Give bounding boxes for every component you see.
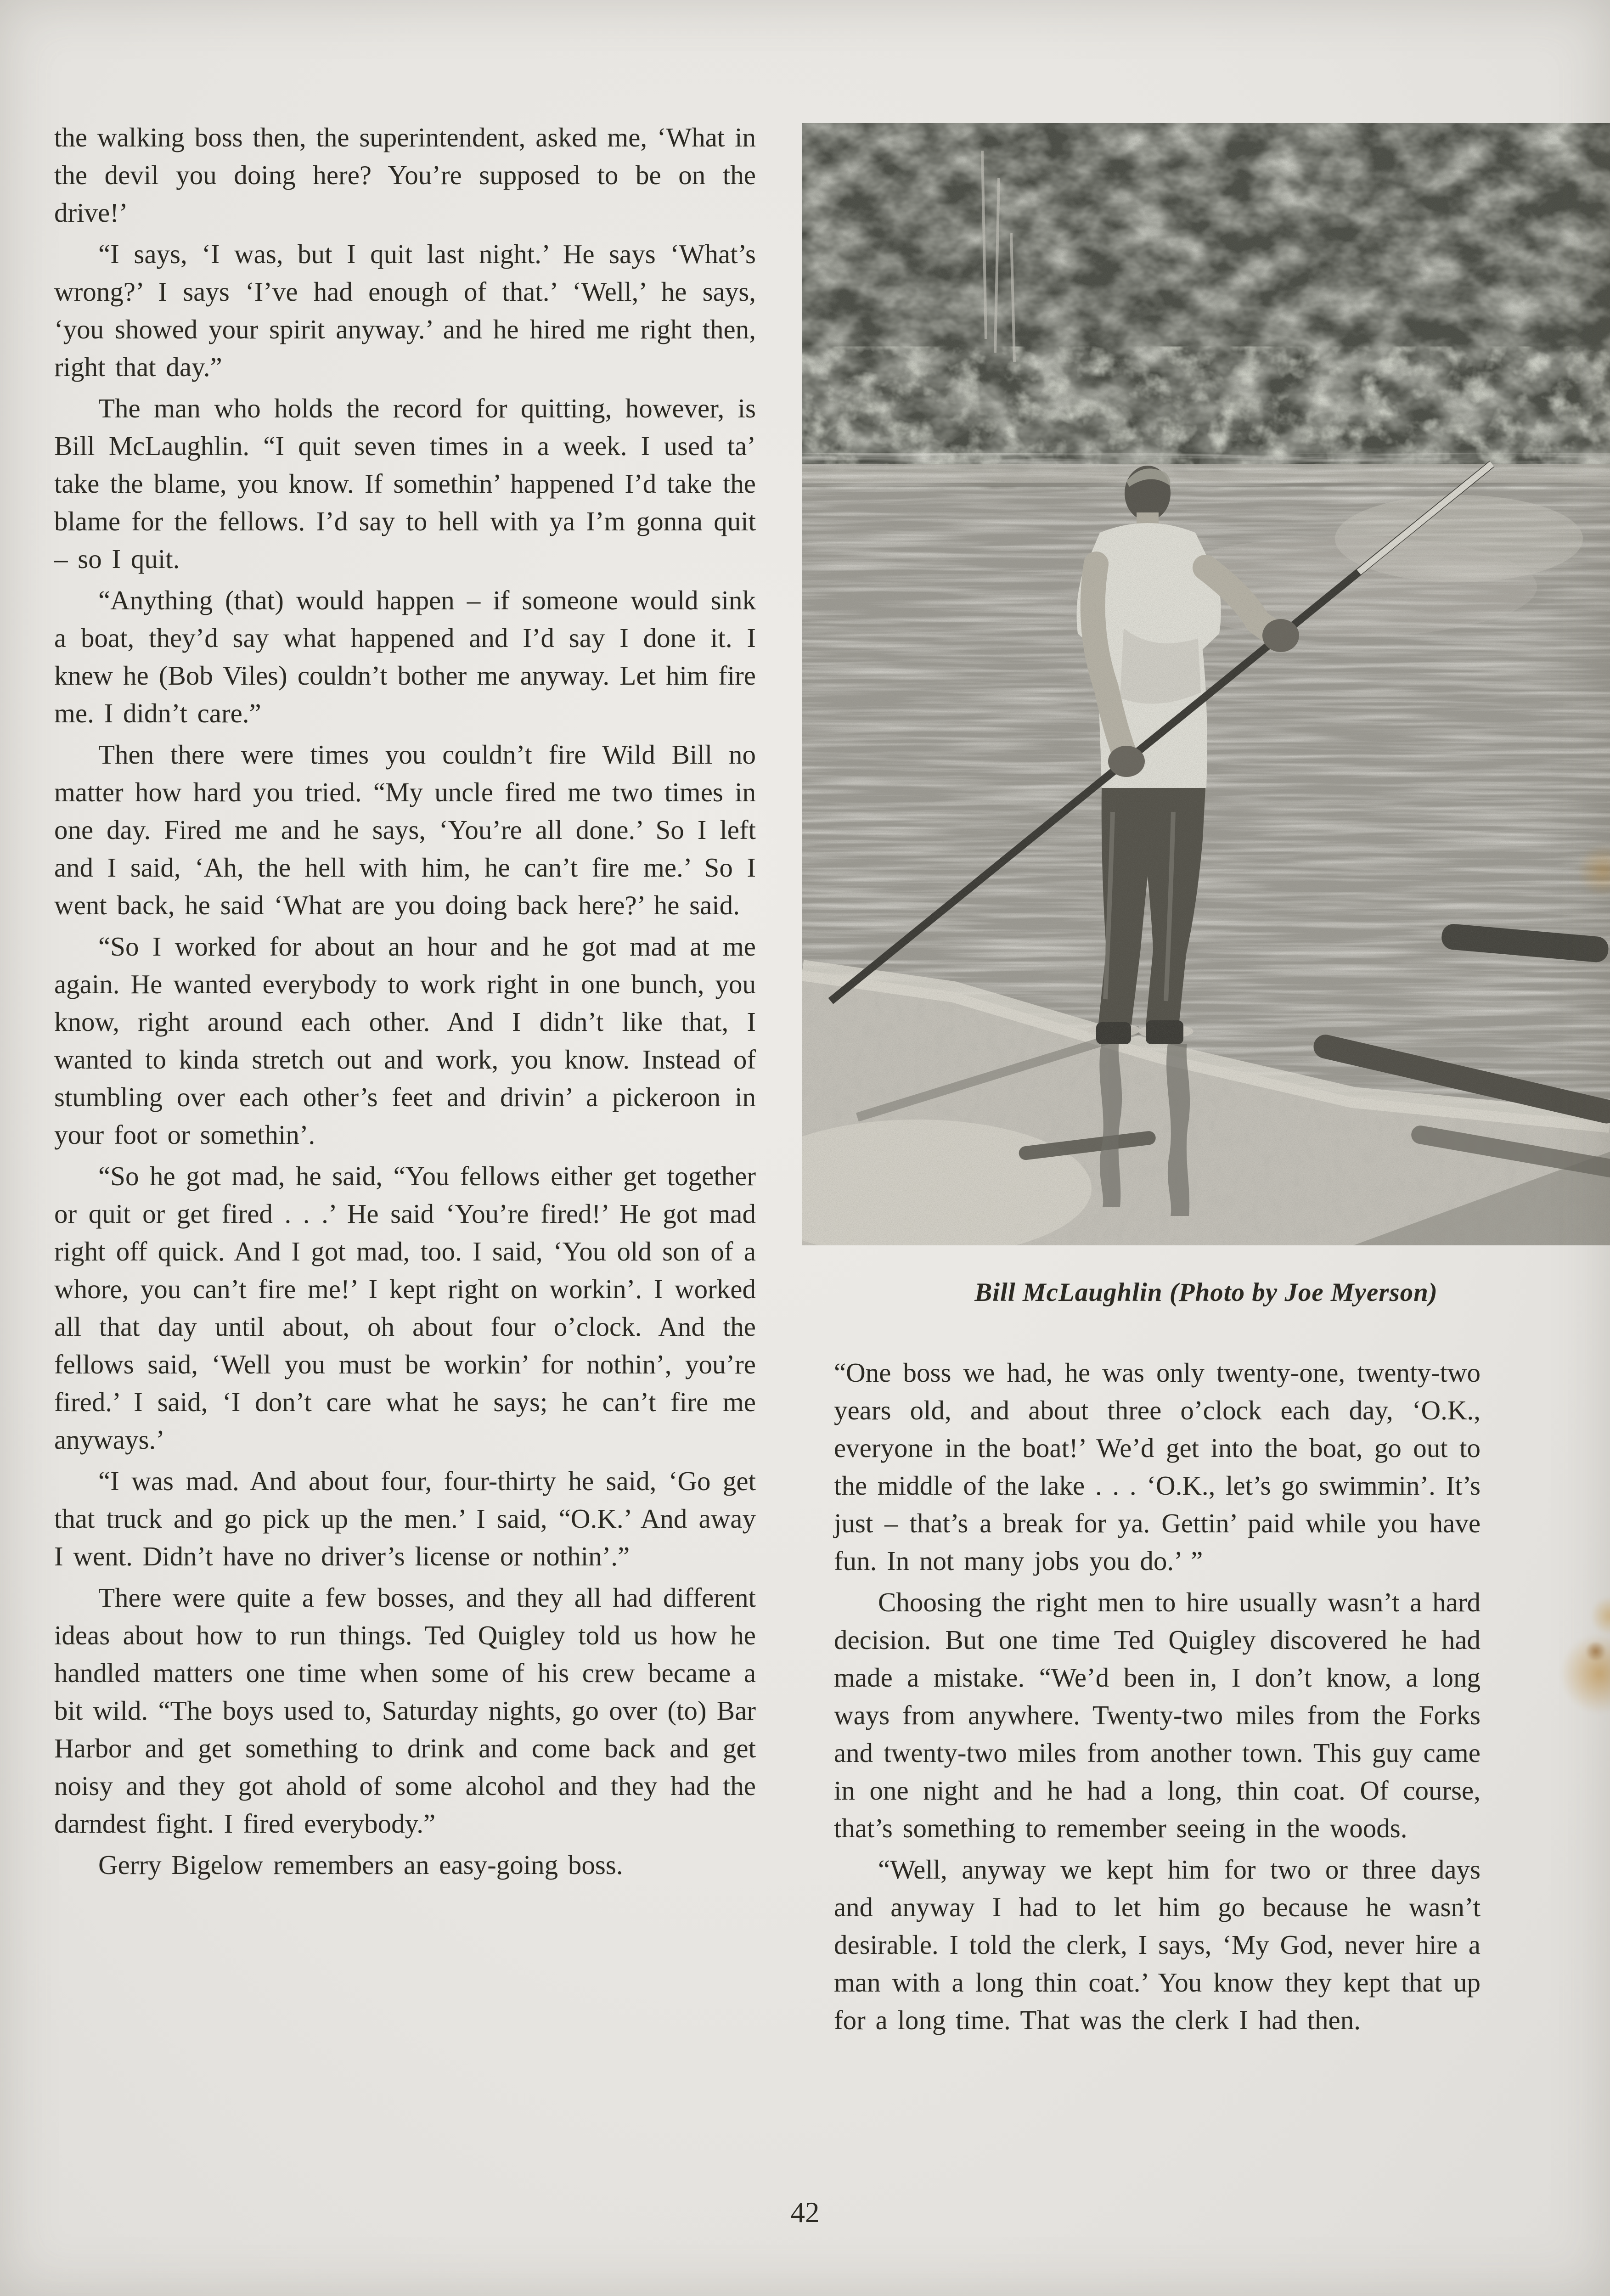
paragraph: “I says, ‘I was, but I quit last night.’ He says ‘What’s wrong?’ I says ‘I’ve had enough of that.’ ‘Well,’ he says, ‘you showed your spirit anyway.’ and he hired me right then, right that day.” xyxy=(54,239,756,382)
paragraph: “Anything (that) would happen – if someone would sink a boat, they’d say what happened and I’d say I done it. I knew he (Bob Viles) couldn’t bother me anyway. Let him fire me. I didn’t care.” xyxy=(54,585,756,728)
foxing-stain xyxy=(1560,1633,1610,1715)
page-number: 42 xyxy=(790,2196,820,2228)
paragraph: The man who holds the record for quitting, however, is Bill McLaughlin. “I quit seven times in a week. I used ta’ take the blame, you know. If somethin’ happened I’d take the blame for the fellows. I’d say to hell with ya I’m gonna quit – so I quit. xyxy=(54,393,756,574)
foxing-stain-core xyxy=(1585,1642,1606,1660)
left-column xyxy=(54,118,756,1887)
paragraph: “One boss we had, he was only twenty-one, twenty-two years old, and about three o’clock each day, ‘O.K., everyone in the boat!’ We’d get into the boat, go out to the middle of the lake . . . ‘O.K., let’s go swimmin’. It’s just – that’s a break for ya. Gettin’ paid while you have fun. In not many jobs you do.’ ” xyxy=(834,1357,1481,1576)
paragraph: There were quite a few bosses, and they all had different ideas about how to run things. Ted Quigley told us how he handled matters one time when some of his crew became a bit wild. “The boys used to, Saturday nights, go over (to) Bar Harbor and get something to drink and come back and get noisy and they got ahold of some alcohol and they had the darndest fight. I fired everybody.” xyxy=(54,1582,756,1839)
photo-bill-mclaughlin xyxy=(802,123,1610,1245)
paragraph: “Well, anyway we kept him for two or three days and anyway I had to let him go because he wasn’t desirable. I told the clerk, I says, ‘My God, never hire a man with a long thin coat.’ You know they kept that up for a long time. That was the clerk I had then. xyxy=(834,1854,1481,2035)
photo-caption: Bill McLaughlin (Photo by Joe Myerson) xyxy=(974,1278,1438,1307)
paragraph: “So I worked for about an hour and he got mad at me again. He wanted everybody to work right in one bunch, you know, right around each other. And I didn’t like that, I wanted to kinda stretch out and work, you know. Instead of stumbling over each other’s feet and drivin’ a pickeroon in your foot or somethin’. xyxy=(54,931,756,1150)
paragraph: Gerry Bigelow remembers an easy-going boss. xyxy=(98,1850,623,1880)
paragraph: the walking boss then, the superintendent, asked me, ‘What in the devil you doing here? You’re supposed to be on the drive!’ xyxy=(54,122,756,228)
photo-scene xyxy=(802,123,1610,1245)
right-column xyxy=(834,1354,1481,2043)
paragraph: “I was mad. And about four, four-thirty he said, ‘Go get that truck and go pick up the men.’ I said, “O.K.’ And away I went. Didn’t have no driver’s license or nothin’.” xyxy=(54,1466,756,1571)
paragraph: Choosing the right men to hire usually wasn’t a hard decision. But one time Ted Quigley discovered he had made a mistake. “We’d been in, I don’t know, a long ways from anywhere. Twenty-two miles from the Forks and twenty-two miles from another town. This guy came in one night and he had a long, thin coat. Of course, that’s something to remember seeing in the woods. xyxy=(834,1587,1481,1843)
paragraph: “So he got mad, he said, “You fellows either get together or quit or get fired . . .’ He said ‘You’re fired!’ He got mad right off quick. And I got mad, too. I said, ‘You old son of a whore, you can’t fire me!’ I kept right on workin’. I worked all that day until about, oh about four o’clock. And the fellows said, ‘Well you must be workin’ for nothin’, you’re fired.’ I said, ‘I don’t care what he says; he can’t fire me anyways.’ xyxy=(54,1161,756,1455)
paragraph: Then there were times you couldn’t fire Wild Bill no matter how hard you tried. “My uncle fired me two times in one day. Fired me and he says, ‘You’re all done.’ So I left and I said, ‘Ah, the hell with him, he can’t fire me.’ So I went back, he said ‘What are you doing back here?’ he said. xyxy=(54,739,756,920)
foxing-stain xyxy=(1592,1596,1610,1636)
